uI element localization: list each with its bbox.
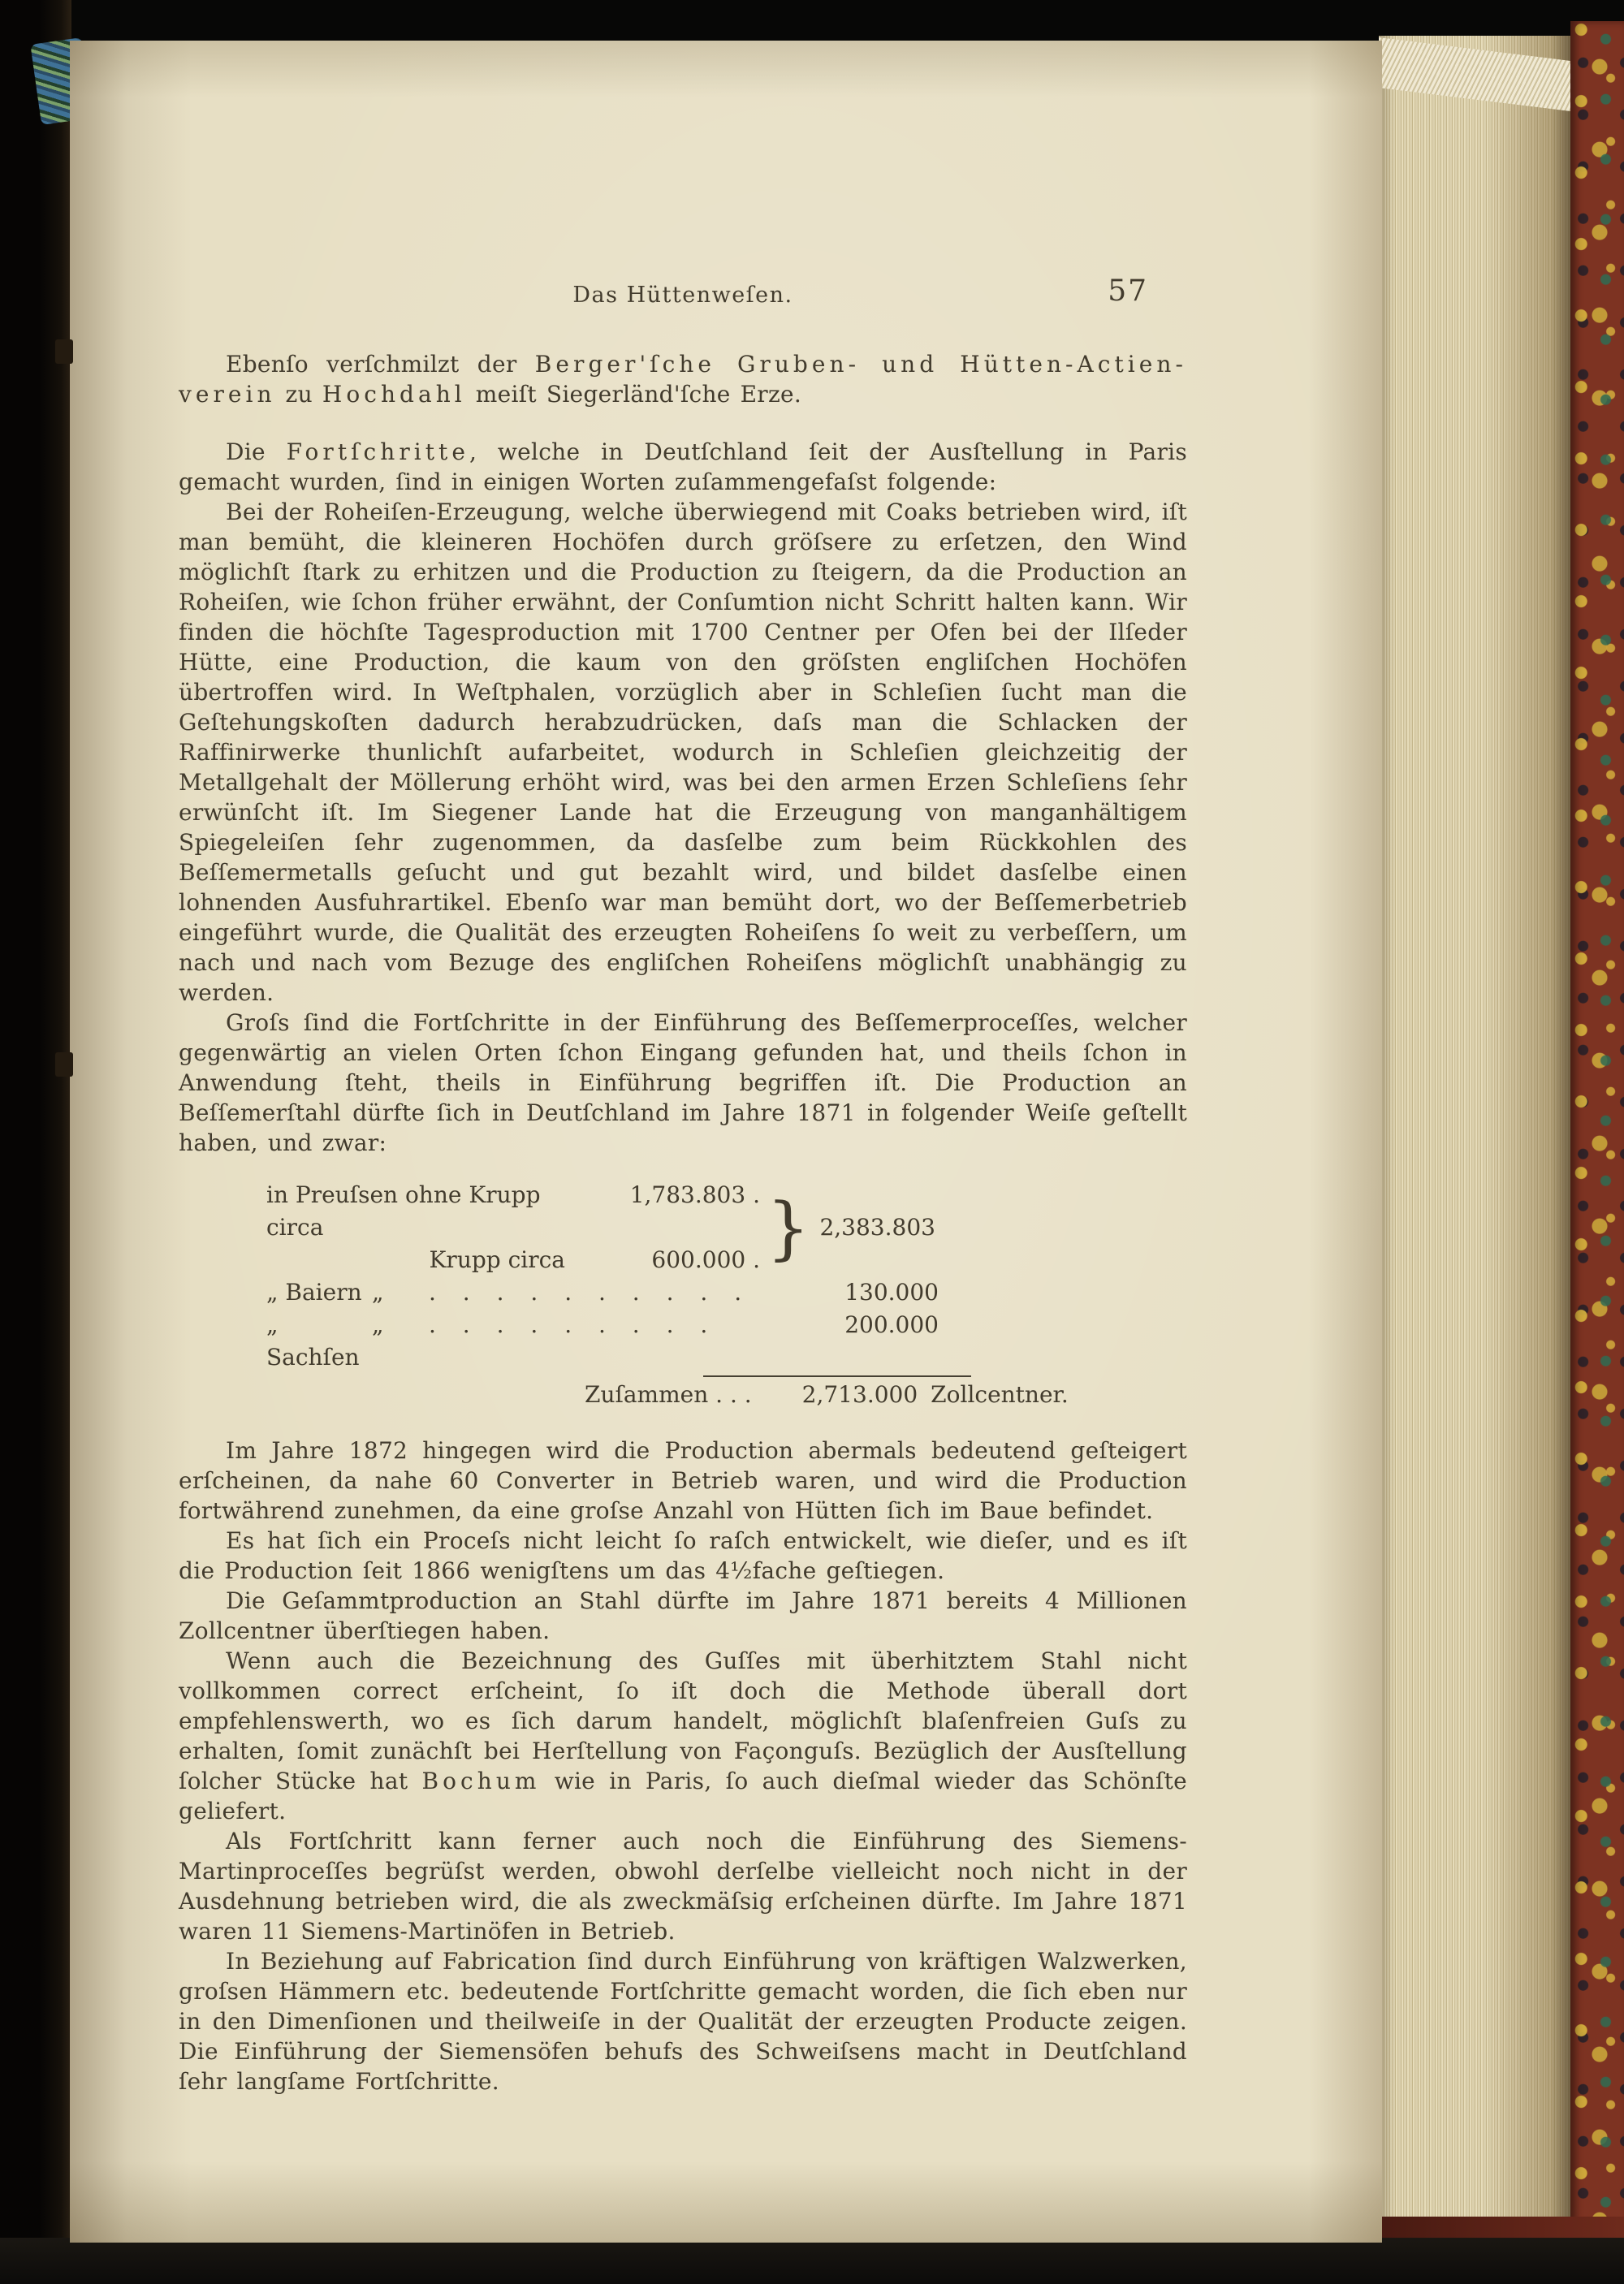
grouping-brace: } bbox=[767, 1188, 810, 1267]
photo-bottom-shadow bbox=[0, 2238, 1624, 2284]
text-run: Im Jahre 1872 hingegen wird die Production abermals bedeutend geſteigert erſcheinen, da nahe 60 Converter in Betrieb waren, und wird die Production fortwährend zunehmen, da eine groſse Anzahl von Hütten ſich im Baue befindet. bbox=[179, 1437, 1187, 1524]
sum-rule bbox=[703, 1375, 971, 1377]
paragraph bbox=[179, 1526, 1187, 1586]
table-row bbox=[266, 1244, 760, 1276]
paragraph bbox=[179, 497, 1187, 1008]
table-sum-row bbox=[257, 1379, 1199, 1411]
table-row-value: 200.000 bbox=[844, 1311, 939, 1338]
letterspaced-emphasis: Bochum bbox=[421, 1768, 541, 1794]
marbled-cover-edge bbox=[1570, 21, 1624, 2246]
text-run: wie in Paris, ſo auch dieſmal wieder das Schönſte geliefert. bbox=[179, 1768, 1187, 1824]
table-row bbox=[257, 1276, 939, 1309]
text-run: Bei der Roheiſen-Erzeugung, welche überwiegend mit Coaks betrieben wird, iſt man bemüht, die kleineren Hochöfen durch gröſsere zu erſetzen, den Wind möglichſt ſtark zu erhitzen und die Production zu ſteigern, da die Production an Roheiſen, wie ſchon früher erwähnt, der Conſumtion nicht Schritt halten kann. Wir finden die höchſte Tagesproduction mit 1700 Centner per Ofen bei der Ilſeder Hütte, eine Production, die kaum von den gröſsten engliſchen Hochöfen übertroffen wird. In Weſtphalen, vorzüglich aber in Schleſien ſucht man die Geſtehungskoſten dadurch herabzudrücken, daſs man die Schlacken der Raffinirwerke thunlichſt aufarbeitet, wodurch in Schleſien gleichzeitig der Metallgehalt der Möllerung erhöht wird, was bei den armen Erzen Schleſiens ſehr erwünſcht iſt. Im Siegener Lande hat die Erzeugung von manganhältigem Spiegeleiſen ſehr zugenommen, da dasſelbe zum beim Rückkohlen des Beſſemermetalls geſucht und gut bezahlt wird, und bildet dasſelbe einen lohnenden Ausfuhrartikel. Ebenſo war man bemüht dort, wo der Beſſemerbetrieb eingeführt wurde, die Qualität des erzeugten Roheiſens ſo weit zu verbeſſern, um nach und nach vom Bezuge des engliſchen Roheiſens möglichſt unabhängig zu werden. bbox=[179, 499, 1187, 1006]
table-row-label: „ Sachſen bbox=[266, 1311, 360, 1371]
table-brace-left bbox=[257, 1179, 760, 1276]
sum-value: 2,713.000 bbox=[801, 1381, 918, 1408]
page-edge-mark bbox=[55, 339, 73, 364]
text-run: Die Geſammtproduction an Stahl dürfte im Jahre 1871 bereits 4 Millionen Zollcentner überſtiegen haben. bbox=[179, 1587, 1187, 1644]
body-text-upper bbox=[179, 349, 1187, 1158]
paragraph bbox=[179, 1946, 1187, 2096]
text-run: Es hat ſich ein Proceſs nicht leicht ſo raſch entwickelt, wie dieſer, und es iſt die Production ſeit 1866 wenigſtens um das 4½fache geſtiegen. bbox=[179, 1527, 1187, 1584]
paragraph bbox=[179, 1586, 1187, 1646]
sum-unit: Zollcentner. bbox=[931, 1381, 1069, 1408]
text-run: In Beziehung auf Fabrication ſind durch Einführung von kräftigen Walzwerken, groſsen Hämmern etc. bedeutende Fortſchritte gemacht worden, die ſich eben nur in den Dimenſionen und theilweiſe in der Qualität der erzeugten Producte zeigen. Die Einführung der Siemensöfen behufs des Schweiſsens macht in Deutſchland ſehr langſame Fortſchritte. bbox=[179, 1948, 1187, 2095]
letterspaced-emphasis: Fortſchritte bbox=[286, 438, 469, 465]
photo-top-shadow bbox=[0, 0, 1624, 41]
page-edge-mark bbox=[55, 1052, 73, 1077]
text-run: Als Fortſchritt kann ferner auch noch die Einführung des Siemens-Martinproceſſes begrüſst werden, obwohl derſelbe vielleicht noch nicht in der Ausdehnung betrieben wird, die als zweckmäſsig erſcheinen dürfte. Im Jahre 1871 waren 11 Siemens-Martinöfen in Betrieb. bbox=[179, 1828, 1187, 1945]
text-run: Wenn auch die Bezeichnung des Guſſes mit überhitztem Stahl nicht vollkommen correct erſcheint, ſo iſt doch die Methode überall dort empfehlenswerth, wo es ſich darum handelt, möglichſt blaſenfreien Guſs zu erhalten, ſomit zunächſt bei Herſtellung von Façonguſs. Bezüglich der Ausſtellung ſolcher Stücke hat bbox=[179, 1647, 1187, 1794]
book-page bbox=[70, 41, 1382, 2243]
leader-dots: . . . . . . . . . bbox=[429, 1311, 718, 1338]
ditto-mark: „ bbox=[372, 1279, 384, 1306]
running-title: Das Hüttenweſen. bbox=[572, 283, 793, 308]
text-run: Ebenſo verſchmilzt der bbox=[226, 351, 535, 378]
sum-label: Zuſammen . . . bbox=[585, 1381, 752, 1408]
table-row-label: „ Baiern bbox=[266, 1279, 362, 1306]
table-row-value: 600.000 . bbox=[651, 1246, 760, 1273]
body-text-lower bbox=[179, 1436, 1187, 2096]
production-table bbox=[257, 1179, 1199, 1411]
paragraph bbox=[179, 349, 1187, 409]
table-brace-group bbox=[257, 1179, 1199, 1276]
text-run: Die bbox=[226, 438, 287, 465]
table-row bbox=[257, 1309, 939, 1374]
letterspaced-emphasis: Berger'ſche Gruben- und Hütten-Actien-verein bbox=[179, 351, 1187, 408]
paragraph bbox=[179, 1646, 1187, 1826]
table-row-label: Krupp circa bbox=[429, 1246, 565, 1273]
brace-subtotal: 2,383.803 bbox=[819, 1214, 935, 1241]
paragraph bbox=[179, 437, 1187, 497]
text-run: zu bbox=[275, 381, 322, 408]
paragraph bbox=[179, 1008, 1187, 1158]
table-row-label: in Preuſsen ohne Krupp circa bbox=[266, 1181, 541, 1241]
leader-dots: . . . . . . . . . . bbox=[429, 1279, 752, 1306]
page-number: 57 bbox=[1108, 274, 1148, 308]
page-block-fore-edge bbox=[1379, 36, 1570, 2239]
table-row-value: 1,783.803 . bbox=[629, 1181, 760, 1208]
text-run: meiſt Siegerländ'ſche Erze. bbox=[465, 381, 802, 408]
letterspaced-emphasis: Hochdahl bbox=[322, 381, 466, 408]
paragraph bbox=[179, 1826, 1187, 1946]
text-run: Groſs ſind die Fortſchritte in der Einführung des Beſſemerproceſſes, welcher gegenwärtig an vielen Orten ſchon Eingang gefunden hat, und theils ſchon in Anwendung ſteht, theils in Einführung begriffen iſt. Die Production an Beſſemerſtahl dürfte ſich in Deutſchland im Jahre 1871 in folgender Weiſe geſtellt haben, und zwar: bbox=[179, 1009, 1187, 1156]
running-header bbox=[179, 274, 1187, 315]
ditto-mark: „ bbox=[372, 1311, 384, 1338]
table-row bbox=[266, 1179, 760, 1244]
table-row-value: 130.000 bbox=[844, 1279, 939, 1306]
text-run: , welche in Deutſchland ſeit der Ausſtellung in Paris gemacht wurden, ſind in einigen Worten zuſammengefaſst folgende: bbox=[179, 438, 1187, 495]
paragraph bbox=[179, 1436, 1187, 1526]
